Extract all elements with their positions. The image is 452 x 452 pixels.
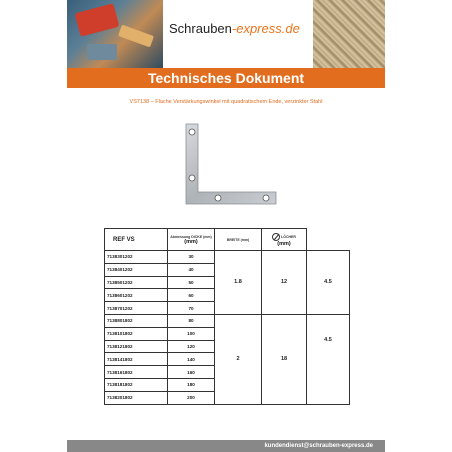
table-row: 7138161802 160 [105, 366, 350, 379]
header-ref: REF VS [105, 229, 168, 251]
footer-email-link[interactable]: kundendienst@schrauben-express.de [264, 443, 373, 449]
table-row: 7138801802 80 2 18 4.5 [105, 314, 350, 327]
logo-text-domain: -express.de [231, 21, 300, 36]
table-row: 7138181802 180 [105, 378, 350, 391]
screws-photo [313, 0, 385, 68]
header [67, 0, 385, 68]
table-row: 7138201802 200 [105, 391, 350, 404]
table-row: 7138601202 60 [105, 289, 350, 302]
table-row: 7138301202 30 1.8 12 4.5 [105, 251, 350, 264]
group2-width: 18 [262, 314, 307, 404]
document-title: Technisches Dokument [67, 68, 385, 88]
angle-bracket-image [180, 122, 280, 214]
footer [67, 440, 385, 452]
header-dimension: Abmessung DICKE (mm) (mm) [168, 229, 215, 251]
table-row: 7138101802 100 [105, 327, 350, 340]
table-row: 7138141802 140 [105, 353, 350, 366]
table-row: 7138401202 40 [105, 263, 350, 276]
group1-thickness: 1.8 [215, 251, 262, 315]
table-row: 7138501202 50 [105, 276, 350, 289]
product-subtitle: VS7138 – Flache Verstärkungswinkel mit quadratischem Ende, verzinkter Stahl [129, 99, 323, 105]
group1-holes: 4.5 [307, 251, 350, 315]
header-holes: LÖCHER (mm) [262, 229, 307, 251]
tools-photo [67, 0, 163, 68]
table-row: 7138701202 70 [105, 302, 350, 315]
spec-table [104, 228, 350, 405]
diameter-icon [272, 233, 280, 241]
table-row: 7138121802 120 [105, 340, 350, 353]
header-width: BREITE (mm) [215, 229, 262, 251]
logo-text-main: Schrauben [169, 21, 232, 36]
group1-width: 12 [262, 251, 307, 315]
logo [169, 20, 309, 46]
group2-thickness: 2 [215, 314, 262, 404]
group2-holes: 4.5 [307, 314, 350, 404]
table-header-row [105, 229, 350, 251]
